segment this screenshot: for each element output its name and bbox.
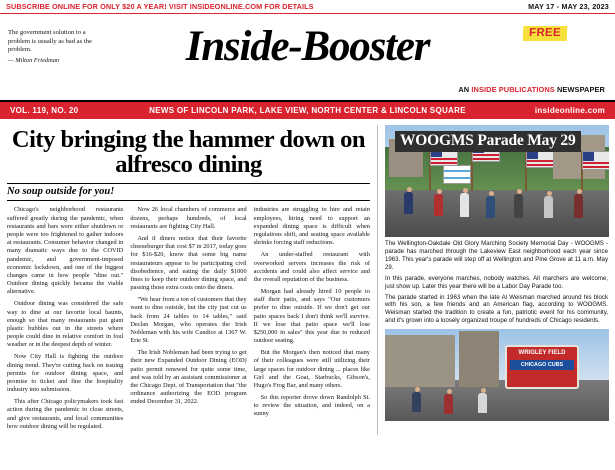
paragraph: Chicago's neighborhood restaurants suffered greatly during the pandemic, when restaurants and bars were either shutdown or people were too frightened to gather indoors at restaurants. Consumer behavior changed in many dramatic ways due to the COVID pandemic, and government-imposed economic lockdown, and one of the biggest changes came in how people "dine out." Outdoor dining quickly became the viable alternative. xyxy=(7,206,124,296)
paragraph: And if diners notice that their favorite cheeseburger that cost $7 in 2017, today goes for $16-$20, know that some big name restaurateurs appear to be participating civil disobedience, and eating the daily $1000 fines to keep their outdoor dining space, and passing those extra costs onto the diners. xyxy=(130,234,247,292)
story-columns xyxy=(7,206,370,434)
caption-text: In this parade, everyone marches, nobody watches. All marchers are welcome, just show up. Later this year there will be a Labor Day Parade too. xyxy=(385,274,608,290)
photo-building xyxy=(459,331,499,387)
paragraph: "We hear from a ton of customers that they want to dine outside, but the city just cut us back from 24 tables to 14 tables," said Declan Morgan, who operates the Irish Nobleman with his wife Candice at 1367 W. Erie St. xyxy=(130,296,247,345)
parade-photo xyxy=(385,125,609,237)
publisher-name: INSIDE PUBLICATIONS xyxy=(471,85,555,94)
nav-band xyxy=(0,102,615,119)
marcher xyxy=(434,194,443,216)
subscribe-promo-text: SUBSCRIBE ONLINE FOR ONLY $20 A YEAR! VISIT INSIDEONLINE.COM FOR DETAILS xyxy=(6,2,314,11)
lead-story xyxy=(7,125,377,435)
paragraph: So this reporter drove down Randolph St. to review the situation, and indeed, on a sunny xyxy=(253,394,370,418)
quote-attribution: — Milton Friedman xyxy=(8,57,60,65)
pedestrian xyxy=(478,393,487,413)
american-flag xyxy=(582,151,609,170)
marquee-top-text: WRIGLEY FIELD xyxy=(518,350,566,357)
publisher-suffix: NEWSPAPER xyxy=(557,85,605,94)
wrigley-field-marquee xyxy=(505,345,579,389)
masthead xyxy=(0,25,615,102)
marcher xyxy=(574,194,583,218)
quote-text: The government solution to a problem is usually as bad as the problem. xyxy=(8,29,92,54)
marcher xyxy=(460,193,469,217)
issue-date: MAY 17 - MAY 23, 2023 xyxy=(528,2,609,11)
wrigley-photo xyxy=(385,329,609,421)
story-headline: City bringing the hammer down on alfresco dining xyxy=(11,126,366,179)
caption-text: The Wellington-Oakdale Old Glory Marching Society Memorial Day - WOOGMS - parade has marched through the Lakeview East neighborhood each year since 1963. This year's parade will step off at Wellington and Pine Grove at 11 a.m. May 29. xyxy=(385,240,608,271)
paragraph: The Irish Nobleman had been trying to get their new Expanded Outdoor Dining (EOD) patio permit renewed for quite some time, and was told by an assistant commissioner at the Chicago Dept. of Transportation that "the ordinance authorizing the EOD program ended December 31, 2022. xyxy=(130,349,247,406)
marcher xyxy=(544,196,553,218)
volume-number: VOL. 119, NO. 20 xyxy=(10,106,79,115)
page-title: Inside-Booster xyxy=(185,23,430,70)
publisher-prefix: AN xyxy=(458,85,470,94)
coverage-area: NEWS OF LINCOLN PARK, LAKE VIEW, NORTH CENTER & LINCOLN SQUARE xyxy=(149,106,466,115)
subscribe-bar xyxy=(0,0,615,14)
story-column-1 xyxy=(7,206,123,434)
chicago-flag xyxy=(443,165,471,184)
website-link[interactable]: insideonline.com xyxy=(534,106,605,115)
marcher xyxy=(404,192,413,214)
paragraph: Outdoor dining was considered the safe way to dine at our favorite local haunts, enough so that many restaurants put giant plastic bubbles out in the streets where people could dine in relative comfort in foul weather or in the deepest depth of winter. xyxy=(7,300,124,349)
main-content xyxy=(0,119,615,435)
parade-feature xyxy=(377,125,608,435)
marquee-mid-text: CHICAGO CUBS xyxy=(510,360,574,371)
marcher xyxy=(486,196,495,218)
paragraph: Morgan had already hired 10 people to staff their patio, and says "Our customers prefer to dine outside. If we don't get our patio spaces back I don't think we'll survive. If we lose that patio space we'll lose $250,000 in sales" this year due to reduced outdoor seating. xyxy=(253,288,370,345)
parade-headline: WOOGMS Parade May 29 xyxy=(395,131,581,152)
publisher-line xyxy=(458,85,605,94)
photo-building xyxy=(385,335,455,387)
paragraph: This after Chicago policymakers took fast action during the pandemic to close streets, and give restaurants, and local communities how outdoor dining will be regulated. xyxy=(7,398,124,430)
story-kicker: No soup outside for you! xyxy=(7,183,370,201)
paragraph: Now City Hall is fighting the outdoor dining trend. They're cutting back on issuing permits for outdoor dining space, and promise to ticket and fine the hospitality industry into submission. xyxy=(7,353,124,394)
photo-caption-1 xyxy=(385,240,608,325)
pedestrian xyxy=(412,392,421,412)
paragraph: But the Morgan's then noticed that many of their colleagues were still utilizing their large spaces for outdoor dining ... places like Girl and the Goat, Starbucks, Gibson's, Hugo's Frog Bar, and many others. xyxy=(253,349,370,389)
story-column-3 xyxy=(254,206,370,434)
story-column-2 xyxy=(130,206,246,434)
paragraph: Now 26 local chambers of commerce and dozens, perhaps hundreds, of local restaurants are fighting City Hall. xyxy=(130,206,247,230)
caption-text: The parade started in 1963 when the late Al Weisman marched around his block with his son, a few friends and an American flag, according to WOOGMS. Weisman started the tradition to create a fun, patriotic event for his community, and it's grown into a loosely organized troupe of hundreds of Chicago residents. xyxy=(385,293,608,325)
paragraph: An under-staffed restaurant with overworked servers increases the risk of accidents and could also affect service and the overall reputation of the business. xyxy=(253,251,370,283)
quote-of-the-week xyxy=(8,29,103,66)
pedestrian xyxy=(444,394,453,414)
marcher xyxy=(514,194,523,218)
paragraph: industries are struggling to hire and retain employees, hiring need to support an expanded dining space is difficult when regulations shift, and seating space available shrinks forcing staff reductions. xyxy=(253,206,370,247)
free-badge: FREE xyxy=(523,26,568,41)
